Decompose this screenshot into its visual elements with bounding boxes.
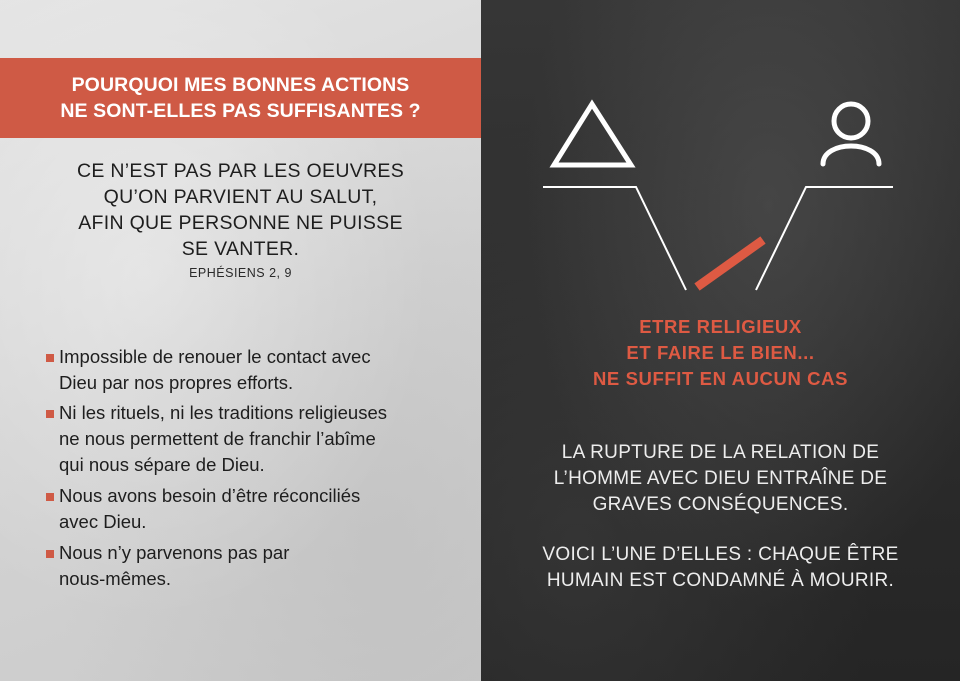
bullet-2-line-3: qui nous sépare de Dieu. [59,454,265,475]
page-title-line-2: NE SONT-ELLES PAS SUFFISANTES ? [60,100,421,122]
right-panel [481,0,960,681]
bullet-3-line-1: Nous avons besoin d’être réconciliés [59,485,361,506]
bullet-marker [46,410,54,418]
paragraph-1-line-2: L’HOMME AVEC DIEU ENTRAÎNE DE [553,468,888,489]
broken-bridge-bar [697,240,763,287]
bullet-4-line-2: nous-mêmes. [59,568,172,589]
bullet-2-line-1: Ni les rituels, ni les traditions religieuses [59,402,387,423]
quote-line-3: AFIN QUE PERSONNE NE PUISSE [78,212,403,234]
paragraph-2-line-1: VOICI L’UNE D’ELLES : CHAQUE ÊTRE [542,544,899,565]
right-cliff-line [756,187,893,290]
headline-line-3: NE SUFFIT EN AUCUN CAS [592,368,849,389]
paragraph-1-line-3: GRAVES CONSÉQUENCES. [592,494,849,515]
title-band [0,58,481,138]
triangle-god-icon [554,104,631,165]
headline-line-1: ETRE RELIGIEUX [639,316,802,337]
person-icon [823,104,879,164]
paragraph-1-line-1: LA RUPTURE DE LA RELATION DE [561,442,880,463]
quote-line-4: SE VANTER. [181,238,300,260]
bible-reference: EPHÉSIENS 2, 9 [189,266,292,280]
left-cliff-line [543,187,686,290]
paragraph-2-line-2: HUMAIN EST CONDAMNÉ À MOURIR. [546,570,895,591]
bullet-1-line-1: Impossible de renouer le contact avec [59,346,371,367]
bullet-1-line-2: Dieu par nos propres efforts. [59,372,294,393]
chasm-diagram [481,0,960,300]
quote-line-1: CE N’EST PAS PAR LES OEUVRES [77,160,404,182]
page-title-line-1: POURQUOI MES BONNES ACTIONS [71,74,410,96]
bullet-3-line-2: avec Dieu. [59,511,147,532]
bullet-marker [46,354,54,362]
bullet-marker [46,493,54,501]
headline-line-2: ET FAIRE LE BIEN... [626,342,815,363]
quote-line-2: QU’ON PARVIENT AU SALUT, [103,186,378,208]
bullet-4-line-1: Nous n’y parvenons pas par [59,542,290,563]
bullet-marker [46,550,54,558]
bullet-2-line-2: ne nous permettent de franchir l’abîme [59,428,376,449]
